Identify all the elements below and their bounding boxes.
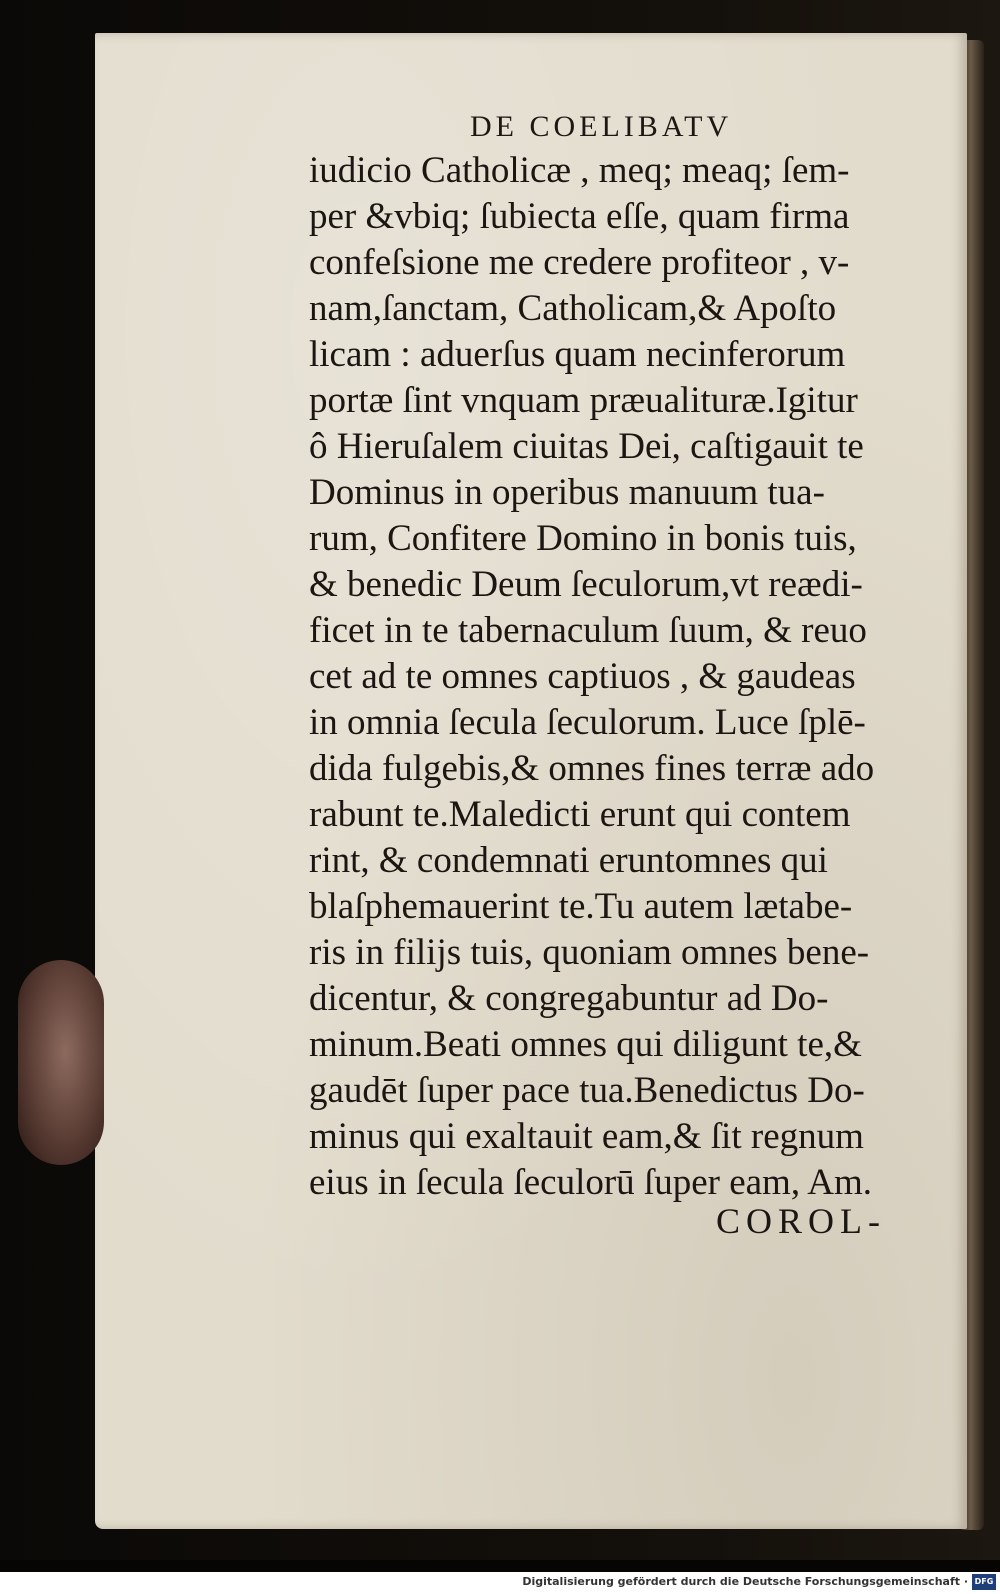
footer-bar — [0, 1572, 1000, 1594]
text-line: licam : aduerſus quam necinferorum — [309, 334, 846, 375]
text-line: portæ ſint vnquam præualituræ.Igitur — [309, 380, 858, 421]
text-line: per &vbiq; ſubiecta eſſe, quam firma — [309, 196, 850, 237]
text-line: ô Hieruſalem ciuitas Dei, caſtigauit te — [309, 426, 864, 467]
text-line: dida fulgebis,& omnes fines terræ ado — [309, 748, 875, 789]
text-line: rabunt te.Maledicti erunt qui contem — [309, 794, 851, 835]
text-line: iudicio Catholicæ , meq; meaq; ſem- — [309, 150, 850, 191]
holding-thumb — [18, 960, 104, 1165]
text-line: nam,ſanctam, Catholicam,& Apoſto — [309, 288, 837, 329]
text-line: cet ad te omnes captiuos , & gaudeas — [309, 656, 856, 697]
text-line: eius in ſecula ſeculorū ſuper eam, Am. — [309, 1162, 873, 1203]
running-head: DE COELIBATV — [470, 110, 733, 143]
text-line: in omnia ſecula ſeculorum. Luce ſplē- — [309, 702, 866, 743]
text-line: minum.Beati omnes qui diligunt te,& — [309, 1024, 862, 1065]
text-line: ficet in te tabernaculum ſuum, & reuo — [309, 610, 867, 651]
funding-credit: Digitalisierung gefördert durch die Deutsche Forschungsgemeinschaft · — [522, 1575, 968, 1588]
catchword: COROL- — [716, 1201, 886, 1241]
text-line: dicentur, & congregabuntur ad Do- — [309, 978, 829, 1019]
text-line: rint, & condemnati eruntomnes qui — [309, 840, 828, 881]
body-text — [309, 148, 909, 1206]
text-line: & benedic Deum ſeculorum,vt reædi- — [309, 564, 863, 605]
text-line: confeſsione me credere profiteor , v- — [309, 242, 850, 283]
dfg-logo-icon: DFG — [972, 1574, 996, 1590]
text-line: ris in filijs tuis, quoniam omnes bene- — [309, 932, 870, 973]
text-line: rum, Confitere Domino in bonis tuis, — [309, 518, 857, 559]
text-line: blaſphemauerint te.Tu autem lætabe- — [309, 886, 853, 927]
text-line: Dominus in operibus manuum tua- — [309, 472, 825, 513]
text-line: gaudēt ſuper pace tua.Benedictus Do- — [309, 1070, 865, 1111]
text-line: minus qui exaltauit eam,& ſit regnum — [309, 1116, 864, 1157]
